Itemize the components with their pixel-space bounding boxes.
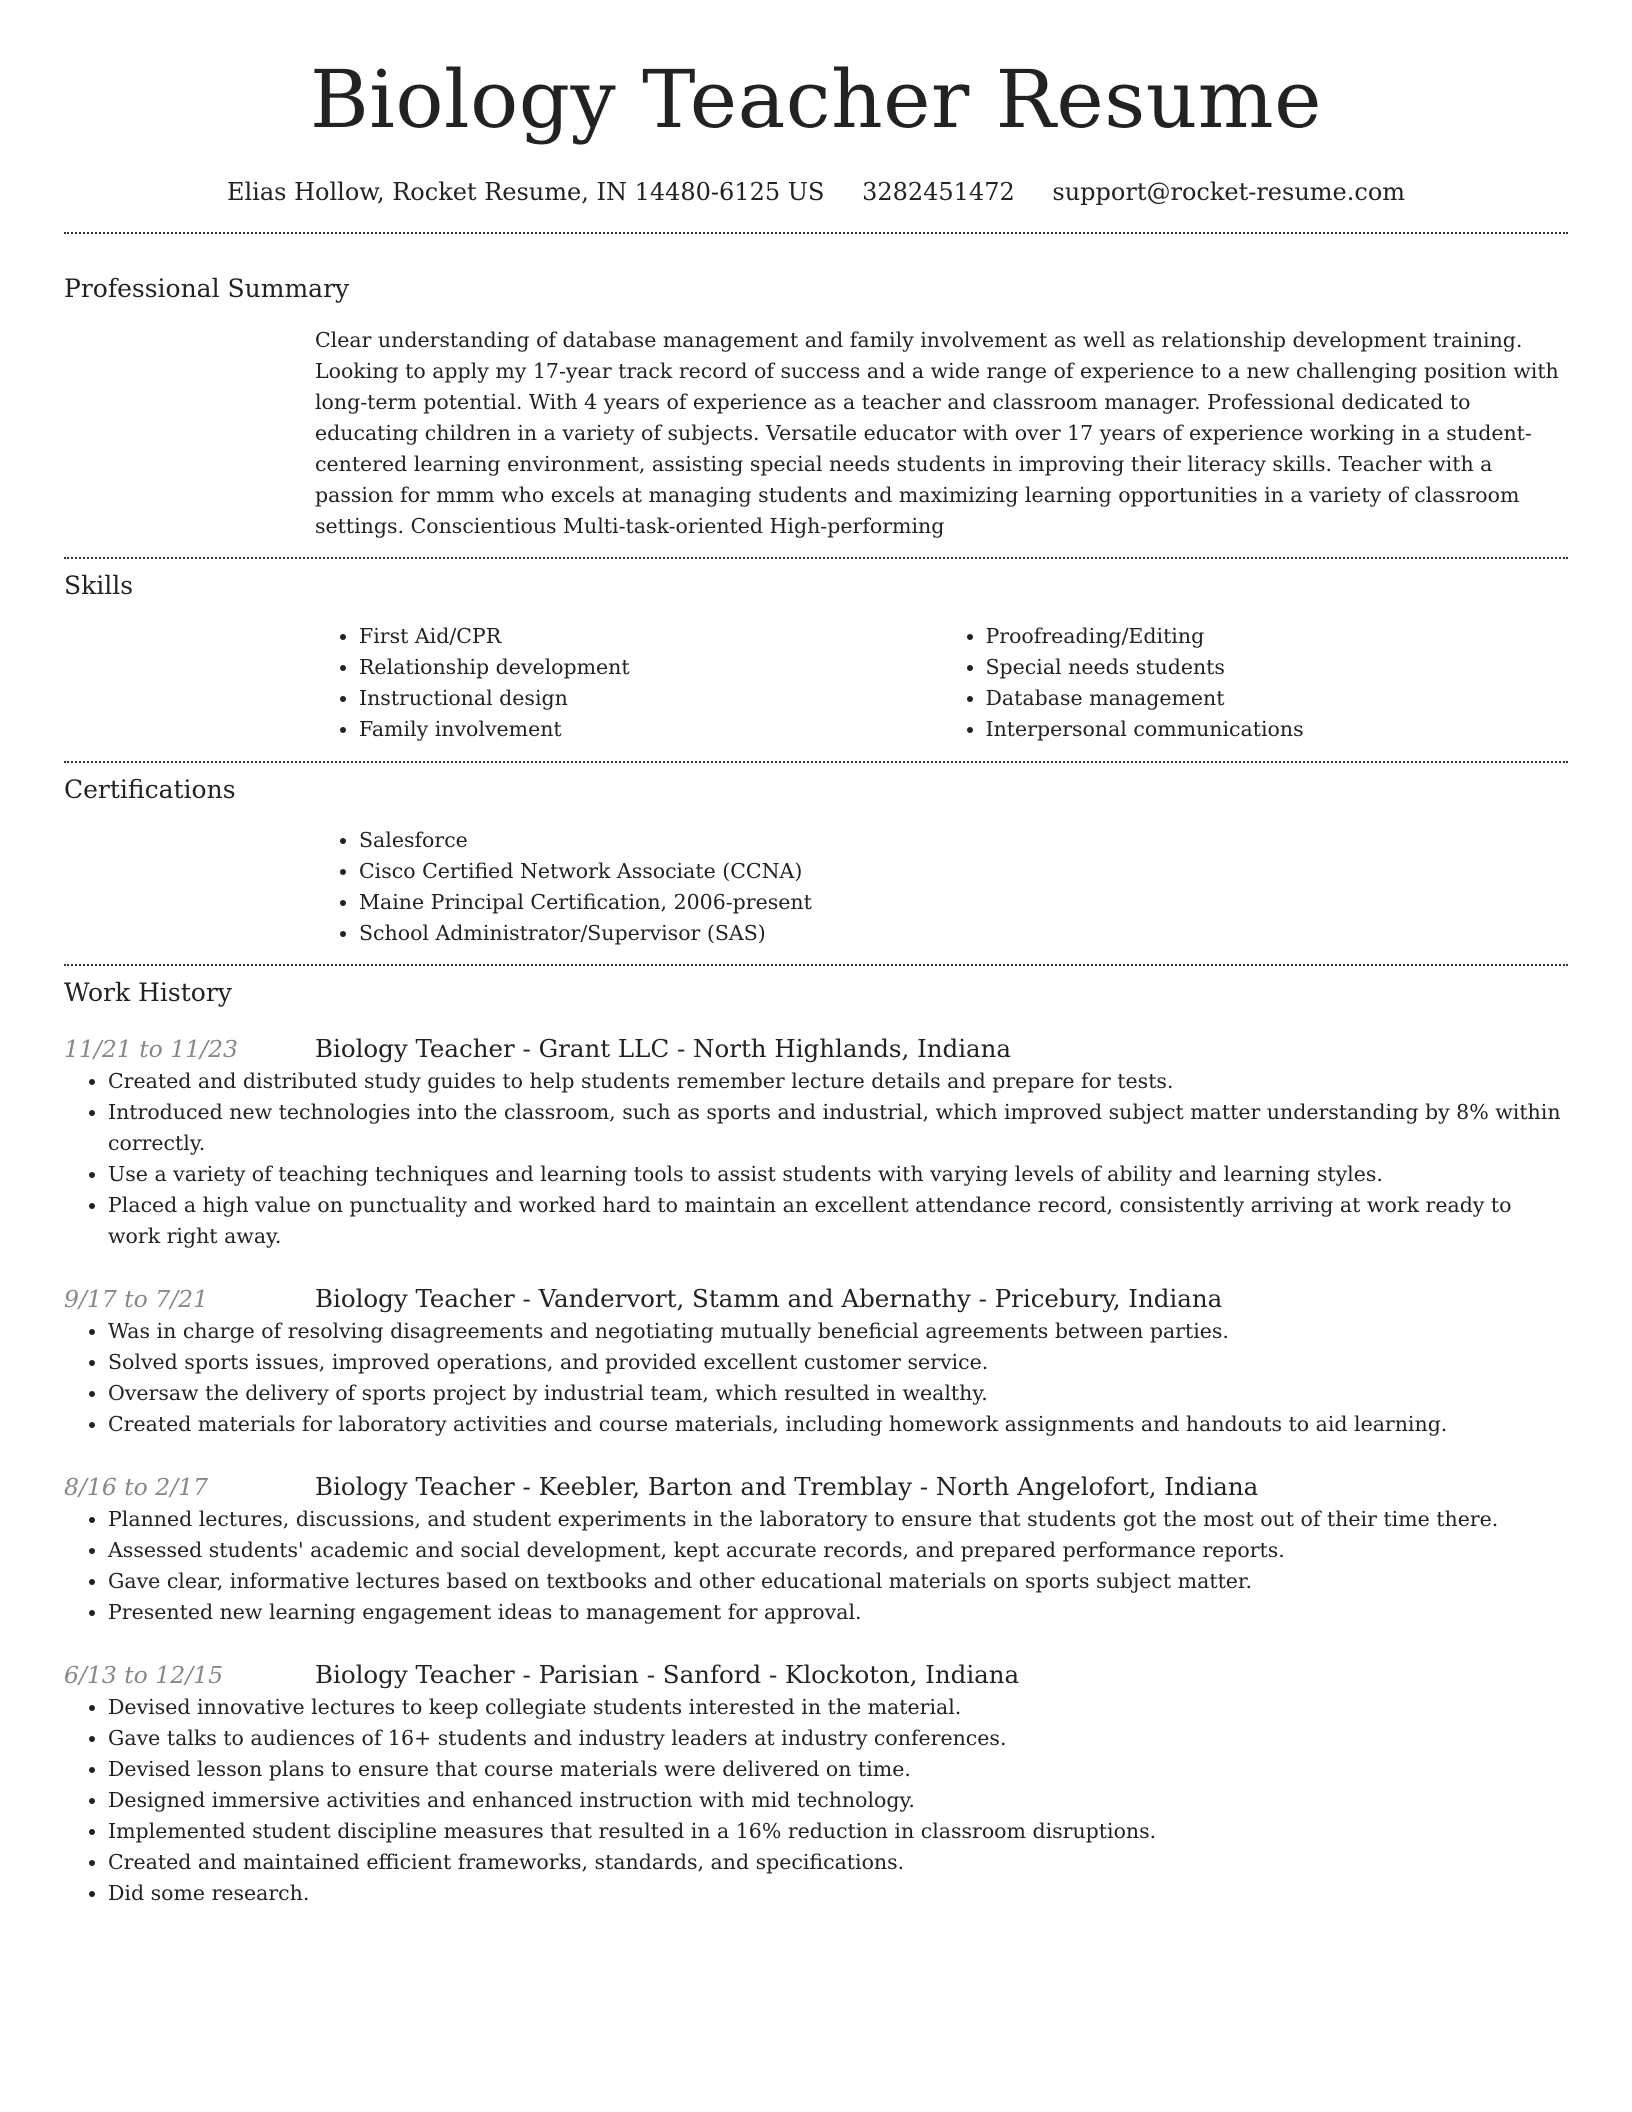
job-bullet: • Presented new learning engagement ideas to management for approval.: [108, 1597, 1568, 1628]
job-dates: 11/21 to 11/23: [64, 1035, 238, 1063]
certifications-heading: Certifications: [64, 775, 236, 804]
job-title: Biology Teacher - Vandervort, Stamm and Abernathy - Pricebury, Indiana: [315, 1284, 1223, 1313]
job-dates: 8/16 to 2/17: [64, 1473, 209, 1501]
job-bullet: • Gave clear, informative lectures based on textbooks and other educational materials on sports subject matter.: [108, 1566, 1568, 1597]
skills-section: [315, 621, 1568, 745]
skill-item: • Instructional design: [359, 683, 942, 714]
job-bullet: • Designed immersive activities and enhanced instruction with mid technology.: [108, 1785, 1568, 1816]
job-bullet: • Introduced new technologies into the classroom, such as sports and industrial, which improved subject matter understanding by 8% within correctly.: [108, 1097, 1568, 1159]
skills-list-right: [942, 621, 1569, 745]
job-entry: [64, 1658, 1568, 1909]
skill-item: • First Aid/CPR: [359, 621, 942, 652]
job-dates: 6/13 to 12/15: [64, 1661, 224, 1689]
job-bullets: [64, 1504, 1568, 1628]
job-entry: [64, 1282, 1568, 1440]
job-title: Biology Teacher - Parisian - Sanford - Klockoton, Indiana: [315, 1660, 1020, 1689]
certifications-list: [315, 825, 1568, 949]
job-bullet: • Created and distributed study guides to help students remember lecture details and prepare for tests.: [108, 1066, 1568, 1097]
skills-list-left: [315, 621, 942, 745]
divider: [64, 761, 1568, 763]
skill-item: • Family involvement: [359, 714, 942, 745]
job-bullet: • Created materials for laboratory activities and course materials, including homework assignments and handouts to aid learning.: [108, 1409, 1568, 1440]
skill-item: • Special needs students: [986, 652, 1569, 683]
job-bullet: • Solved sports issues, improved operations, and provided excellent customer service.: [108, 1347, 1568, 1378]
summary-text: Clear understanding of database management and family involvement as well as relationship development training. Looking to apply my 17-year track record of success and a wide range of experience to a new challenging position with long-term potential. With 4 years of experience as a teacher and classroom manager. Professional dedicated to educating children in a variety of subjects. Versatile educator with over 17 years of experience working in a student-centered learning environment, assisting special needs students in improving their literacy skills. Teacher with a passion for mmm who excels at managing students and maximizing learning opportunities in a variety of classroom settings. Conscientious Multi-task-oriented High-performing: [315, 328, 1559, 538]
summary-heading: Professional Summary: [64, 274, 350, 303]
resume-page: [64, 0, 1568, 1909]
contact-email: support@rocket-resume.com: [1052, 178, 1406, 206]
skills-heading: Skills: [64, 571, 134, 600]
job-bullet: • Planned lectures, discussions, and student experiments in the laboratory to ensure that students got the most out of their time there.: [108, 1504, 1568, 1535]
job-bullets: [64, 1316, 1568, 1440]
certification-item: • Maine Principal Certification, 2006-present: [359, 887, 1568, 918]
job-bullets: [64, 1692, 1568, 1909]
job-bullet: • Implemented student discipline measures that resulted in a 16% reduction in classroom disruptions.: [108, 1816, 1568, 1847]
skill-item: • Proofreading/Editing: [986, 621, 1569, 652]
job-bullet: • Devised innovative lectures to keep collegiate students interested in the material.: [108, 1692, 1568, 1723]
job-bullet: • Created and maintained efficient frameworks, standards, and specifications.: [108, 1847, 1568, 1878]
certification-item: • Cisco Certified Network Associate (CCNA): [359, 856, 1568, 887]
job-bullet: • Did some research.: [108, 1878, 1568, 1909]
skill-item: • Interpersonal communications: [986, 714, 1569, 745]
skill-item: • Relationship development: [359, 652, 942, 683]
job-title: Biology Teacher - Grant LLC - North Highlands, Indiana: [315, 1034, 1012, 1063]
job-bullet: • Devised lesson plans to ensure that course materials were delivered on time.: [108, 1754, 1568, 1785]
job-bullet: • Assessed students' academic and social development, kept accurate records, and prepared performance reports.: [108, 1535, 1568, 1566]
divider: [64, 232, 1568, 234]
job-entry: [64, 1470, 1568, 1628]
job-bullets: [64, 1066, 1568, 1252]
divider: [64, 557, 1568, 559]
work-history-heading: Work History: [64, 978, 232, 1007]
job-dates: 9/17 to 7/21: [64, 1285, 209, 1313]
skill-item: • Database management: [986, 683, 1569, 714]
divider: [64, 964, 1568, 966]
summary-section: [315, 325, 1568, 542]
job-bullet: • Was in charge of resolving disagreements and negotiating mutually beneficial agreements between parties.: [108, 1316, 1568, 1347]
resume-title: Biology Teacher Resume: [309, 53, 1322, 146]
contact-line: [64, 174, 1568, 210]
certifications-section: [315, 825, 1568, 949]
job-bullet: • Use a variety of teaching techniques and learning tools to assist students with varying levels of ability and learning styles.: [108, 1159, 1568, 1190]
certification-item: • School Administrator/Supervisor (SAS): [359, 918, 1568, 949]
job-title: Biology Teacher - Keebler, Barton and Tremblay - North Angelofort, Indiana: [315, 1472, 1259, 1501]
job-bullet: • Gave talks to audiences of 16+ students and industry leaders at industry conferences.: [108, 1723, 1568, 1754]
certification-item: • Salesforce: [359, 825, 1568, 856]
job-bullet: • Oversaw the delivery of sports project by industrial team, which resulted in wealthy.: [108, 1378, 1568, 1409]
job-entry: [64, 1032, 1568, 1252]
contact-phone: 3282451472: [862, 178, 1015, 206]
job-bullet: • Placed a high value on punctuality and worked hard to maintain an excellent attendance record, consistently arriving at work ready to work right away.: [108, 1190, 1568, 1252]
contact-address: Elias Hollow, Rocket Resume, IN 14480-6125 US: [226, 178, 825, 206]
